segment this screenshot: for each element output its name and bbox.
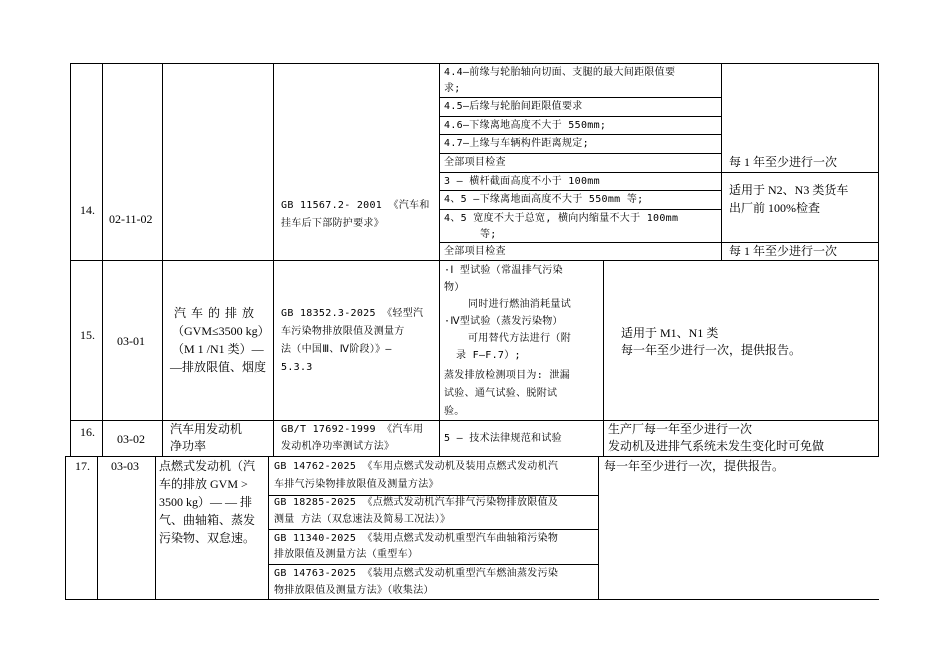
test-line: 试验、通气试验、脱附试 bbox=[444, 388, 558, 399]
row-number: 15. bbox=[80, 328, 95, 342]
frequency: 每 1 年至少进行一次 bbox=[729, 155, 838, 169]
standard-line: 测量 方法（双怠速法及简易工况法）》 bbox=[274, 514, 451, 525]
item-name: 点燃式发动机（汽 bbox=[159, 459, 256, 473]
row-code: 02-11-02 bbox=[109, 212, 153, 226]
requirement-item: 4.5–后缘与轮胎间距限值要求 bbox=[444, 101, 583, 112]
item-name: （GVM≤3500 kg） bbox=[172, 324, 270, 338]
row-number: 16. bbox=[80, 425, 95, 439]
standard-line: 车污染物排放限值及测量方 bbox=[281, 326, 405, 337]
standard-line: 发动机净功率测试方法》 bbox=[281, 441, 395, 452]
standard-line: 法（中国Ⅲ、Ⅳ阶段）》– bbox=[281, 344, 392, 355]
item-name: —排放限值、烟度 bbox=[170, 360, 267, 374]
requirement-item: 4.6–下缘离地高度不大于 550mm; bbox=[444, 120, 607, 131]
row-number: 17. bbox=[75, 459, 90, 473]
test-line: 同时进行燃油消耗量试 bbox=[468, 299, 571, 310]
applicability: 适用于 N2、N3 类货车 bbox=[729, 183, 849, 197]
test-line: 可用替代方法进行（附 bbox=[468, 333, 571, 344]
standard-line: 排放限值及测量方法（重型车） bbox=[274, 549, 419, 560]
test-line: 蒸发排放检测项目为: 泄漏 bbox=[444, 370, 570, 381]
row-code: 03-02 bbox=[117, 432, 145, 446]
item-name: 汽车用发动机 bbox=[170, 422, 243, 436]
item-name: 污染物、双怠速。 bbox=[159, 531, 256, 545]
row-code: 03-01 bbox=[117, 334, 145, 348]
item-name: 3500 kg）— — 排 bbox=[159, 495, 253, 509]
requirement-item: 4、5 宽度不大于总宽, 横向内缩量不大于 100mm bbox=[444, 213, 679, 224]
standard-line: GB 18352.3-2025 《轻型汽 bbox=[281, 308, 424, 319]
standard-line: 挂车后下部防护要求》 bbox=[281, 218, 384, 229]
row-number: 14. bbox=[80, 203, 95, 217]
remark: 每一年至少进行一次，提供报告。 bbox=[621, 343, 802, 357]
requirement-item: 4.4–前缘与轮胎轴向切面、支腿的最大间距限值要 bbox=[444, 67, 676, 78]
row-code: 03-03 bbox=[111, 459, 139, 473]
standard-line: 物排放限值及测量方法》（收集法） bbox=[274, 585, 434, 596]
test-line: ·Ⅰ 型试验（常温排气污染 bbox=[444, 265, 563, 276]
test-line: 5 – 技术法律规范和试验 bbox=[444, 433, 562, 444]
applicability: 出厂前 100%检查 bbox=[729, 201, 820, 215]
standard-line: GB 14762-2025 《车用点燃式发动机及装用点燃式发动机汽 bbox=[274, 461, 559, 472]
remark: 适用于 M1、N1 类 bbox=[621, 326, 719, 340]
item-name: 汽 车 的 排 放 bbox=[174, 306, 256, 320]
frequency: 每 1 年至少进行一次 bbox=[729, 244, 838, 258]
remark: 发动机及进排气系统未发生变化时可免做 bbox=[608, 439, 825, 453]
requirement-item: 等; bbox=[480, 229, 497, 240]
requirement-item: 3 – 横杆截面高度不小于 100mm bbox=[444, 176, 600, 187]
remark: 生产厂每一年至少进行一次 bbox=[608, 422, 753, 436]
item-name: （M 1 /N1 类）— bbox=[172, 342, 264, 356]
remark: 每一年至少进行一次，提供报告。 bbox=[604, 459, 785, 473]
test-line: ·Ⅳ型试验（蒸发污染物） bbox=[444, 316, 563, 327]
standard-line: GB 11340-2025 《装用点燃式发动机重型汽车曲轴箱污染物 bbox=[274, 533, 559, 544]
standard-line: GB 14763-2025 《装用点燃式发动机重型汽车燃油蒸发污染 bbox=[274, 568, 559, 579]
full-check: 全部项目检查 bbox=[444, 246, 506, 257]
requirement-item: 求; bbox=[444, 83, 461, 94]
standard-line: GB/T 17692-1999 《汽车用 bbox=[281, 424, 424, 435]
test-line: 物） bbox=[444, 282, 465, 293]
requirement-item: 4.7–上缘与车辆构件距离规定; bbox=[444, 138, 589, 149]
requirement-item: 4、5 –下缘离地面高度不大于 550mm 等; bbox=[444, 194, 644, 205]
item-name: 车的排放 GVM > bbox=[159, 477, 248, 491]
item-name: 净功率 bbox=[170, 439, 207, 453]
standard-line: GB 11567.2- 2001 《汽车和 bbox=[281, 200, 430, 211]
test-line: 录 F–F.7）; bbox=[456, 350, 521, 361]
item-name: 气、曲轴箱、蒸发 bbox=[159, 513, 256, 527]
standard-line: 车排气污染物排放限值及测量方法》 bbox=[274, 479, 439, 490]
full-check: 全部项目检查 bbox=[444, 157, 506, 168]
test-line: 验。 bbox=[444, 406, 465, 417]
standard-line: GB 18285-2025 《点燃式发动机汽车排气污染物排放限值及 bbox=[274, 497, 559, 508]
standard-line: 5.3.3 bbox=[281, 362, 313, 373]
